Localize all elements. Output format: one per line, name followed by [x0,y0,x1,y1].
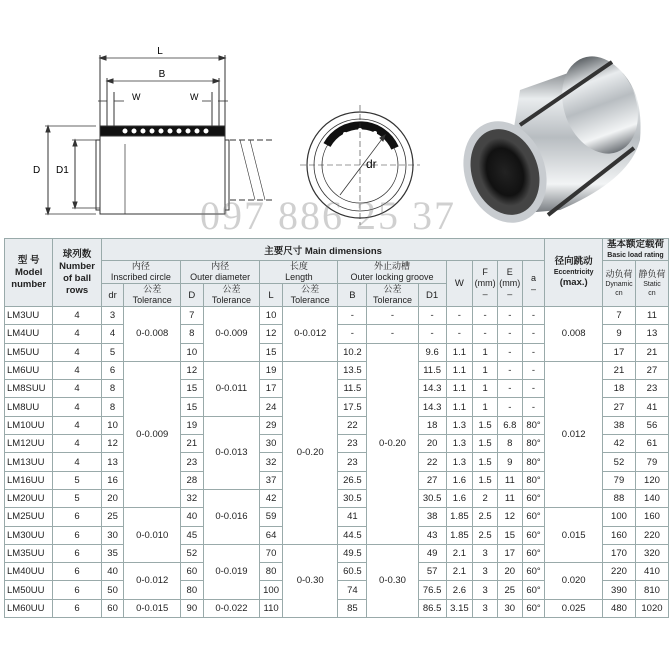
th-a: a – [522,261,545,307]
cell-B: 17.5 [338,398,367,416]
cell-B: 41 [338,508,367,526]
cell-D1: 86.5 [418,599,446,617]
cell-static-load: 13 [635,325,668,343]
cell-B: 74 [338,581,367,599]
label-L: L [157,46,163,57]
cell-dynamic-load: 27 [603,398,636,416]
cell-E: 11 [497,471,522,489]
cell-F: 3 [473,599,498,617]
cell-L: 42 [260,489,283,507]
cell-balls: 6 [53,599,101,617]
cell-model: LM40UU [5,563,53,581]
cell-W: 3.15 [446,599,473,617]
cell-model: LM8UU [5,398,53,416]
cell-a: - [522,325,545,343]
cell-balls: 4 [53,453,101,471]
cell-D1: - [418,307,446,325]
cell-model: LM16UU [5,471,53,489]
cell-dr-tolerance: 0-0.010 [124,508,181,563]
cell-eccentricity: 0.015 [545,508,603,563]
cell-L: 10 [260,307,283,325]
cell-L: 64 [260,526,283,544]
cell-B: 11.5 [338,380,367,398]
cell-dynamic-load: 38 [603,416,636,434]
cell-static-load: 120 [635,471,668,489]
cell-model: LM30UU [5,526,53,544]
cell-L: 15 [260,343,283,361]
cell-balls: 6 [53,526,101,544]
cell-F: 1 [473,361,498,379]
cell-balls: 4 [53,361,101,379]
cell-D: 40 [181,508,204,526]
cell-F: 1.5 [473,471,498,489]
cell-eccentricity: 0.008 [545,307,603,362]
th-D-tol: 公差 Tolerance [203,284,260,307]
cell-dr: 25 [101,508,124,526]
cell-D: 15 [181,398,204,416]
label-B: B [158,69,166,80]
cell-dr: 8 [101,380,124,398]
th-outer: 内径 Outer diameter [181,261,260,284]
cell-D: 80 [181,581,204,599]
cell-model: LM5UU [5,343,53,361]
cell-D: 45 [181,526,204,544]
cell-L: 24 [260,398,283,416]
cell-B: 85 [338,599,367,617]
cell-B: 60.5 [338,563,367,581]
cell-E: - [497,398,522,416]
cell-balls: 6 [53,581,101,599]
cell-a: 60° [522,599,545,617]
cell-L: 29 [260,416,283,434]
cell-dynamic-load: 18 [603,380,636,398]
cell-D1: 14.3 [418,398,446,416]
cell-W: 2.6 [446,581,473,599]
th-dr-tol: 公差 Tolerance [124,284,181,307]
cell-dr: 13 [101,453,124,471]
cell-B: - [338,325,367,343]
cell-W: 1.3 [446,453,473,471]
cell-L: 19 [260,361,283,379]
cell-dr-tolerance: 0-0.008 [124,307,181,362]
cell-static-load: 320 [635,544,668,562]
cell-E: 8 [497,435,522,453]
cell-dynamic-load: 52 [603,453,636,471]
cell-balls: 4 [53,398,101,416]
th-inner: 内径 Inscribed circle [101,261,180,284]
cell-static-load: 79 [635,453,668,471]
cell-dr: 40 [101,563,124,581]
cell-dynamic-load: 79 [603,471,636,489]
cell-dynamic-load: 21 [603,361,636,379]
cell-D: 23 [181,453,204,471]
cell-a: 60° [522,508,545,526]
cell-L: 30 [260,435,283,453]
cell-a: - [522,398,545,416]
cell-B: 44.5 [338,526,367,544]
cell-B: 49.5 [338,544,367,562]
cell-F: 2.5 [473,508,498,526]
cell-D1: 18 [418,416,446,434]
cell-dynamic-load: 160 [603,526,636,544]
cell-B: 23 [338,453,367,471]
cell-dr: 3 [101,307,124,325]
cell-dr: 50 [101,581,124,599]
cell-D: 19 [181,416,204,434]
cell-dr: 20 [101,489,124,507]
table-header [5,239,669,307]
cell-balls: 4 [53,435,101,453]
table-body [5,307,669,618]
cell-a: 60° [522,563,545,581]
cell-dynamic-load: 42 [603,435,636,453]
th-f: F (mm) – [473,261,498,307]
cell-eccentricity: 0.012 [545,361,603,507]
label-D1: D1 [56,165,69,176]
cell-D: 10 [181,343,204,361]
cell-W: 1.1 [446,343,473,361]
cell-model: LM60UU [5,599,53,617]
cell-E: 11 [497,489,522,507]
cell-E: - [497,343,522,361]
cell-E: 6.8 [497,416,522,434]
cell-static-load: 810 [635,581,668,599]
cell-W: 1.1 [446,361,473,379]
cell-eccentricity: 0.025 [545,599,603,617]
cell-static-load: 11 [635,307,668,325]
cell-L: 59 [260,508,283,526]
cell-D: 7 [181,307,204,325]
th-D: D [181,284,204,307]
th-main-dimensions: 主要尺寸 Main dimensions [101,239,545,261]
cell-a: 60° [522,489,545,507]
cell-E: - [497,307,522,325]
cell-static-load: 220 [635,526,668,544]
cell-D-tolerance: 0-0.011 [203,361,260,416]
cell-model: LM13UU [5,453,53,471]
th-dynamic: 动负荷 Dynamic cn [603,261,636,307]
label-W-right: W [190,92,199,102]
cell-a: - [522,307,545,325]
th-groove: 外止动槽 Outer locking groove [338,261,446,284]
cell-a: 80° [522,416,545,434]
cell-F: 2 [473,489,498,507]
th-L: L [260,284,283,307]
cell-dynamic-load: 9 [603,325,636,343]
cell-D: 12 [181,361,204,379]
cell-L: 32 [260,453,283,471]
cell-E: 12 [497,508,522,526]
cell-static-load: 41 [635,398,668,416]
cell-static-load: 1020 [635,599,668,617]
cell-W: - [446,325,473,343]
cell-L-tolerance: 0-0.20 [282,361,338,544]
cell-dynamic-load: 17 [603,343,636,361]
cell-dynamic-load: 7 [603,307,636,325]
cell-balls: 4 [53,325,101,343]
cell-dr: 16 [101,471,124,489]
cell-D1: 11.5 [418,361,446,379]
cell-B: - [338,307,367,325]
label-dr: dr [366,157,377,171]
cell-W: - [446,307,473,325]
cell-F: - [473,307,498,325]
cell-a: - [522,343,545,361]
table-row [5,361,669,379]
cell-dr: 5 [101,343,124,361]
cell-B: 13.5 [338,361,367,379]
cell-dynamic-load: 220 [603,563,636,581]
cell-B-tolerance: 0-0.30 [367,544,418,617]
cell-W: 1.1 [446,398,473,416]
cell-E: 30 [497,599,522,617]
cell-static-load: 160 [635,508,668,526]
cell-D1: 20 [418,435,446,453]
cell-W: 1.6 [446,471,473,489]
th-D1: D1 [418,284,446,307]
th-static: 静负荷 Static cn [635,261,668,307]
cell-static-load: 140 [635,489,668,507]
cell-dr: 30 [101,526,124,544]
cell-D1: 9.6 [418,343,446,361]
cell-F: 1.5 [473,435,498,453]
cell-L-tolerance: 0-0.012 [282,307,338,362]
cell-E: 17 [497,544,522,562]
label-W-left: W [132,92,141,102]
cell-balls: 6 [53,508,101,526]
cell-a: 60° [522,581,545,599]
cell-F: 3 [473,581,498,599]
cell-a: - [522,361,545,379]
th-L-tol: 公差 Tolerance [282,284,338,307]
th-length: 长度 Length [260,261,338,284]
cell-model: LM8SUU [5,380,53,398]
cell-a: 60° [522,526,545,544]
cell-dr-tolerance: 0-0.012 [124,563,181,600]
th-B: B [338,284,367,307]
cell-E: 15 [497,526,522,544]
cell-D1: 57 [418,563,446,581]
spec-table [4,238,669,618]
cell-B-tolerance: 0-0.20 [367,343,418,544]
cell-eccentricity: 0.020 [545,563,603,600]
cell-B: 22 [338,416,367,434]
cell-D-tolerance: 0-0.019 [203,544,260,599]
cell-W: 1.85 [446,508,473,526]
cell-D1: 49 [418,544,446,562]
th-load: 基本额定载荷 Basic load rating [603,239,669,261]
cell-D: 8 [181,325,204,343]
cell-F: 2.5 [473,526,498,544]
cell-D-tolerance: 0-0.009 [203,307,260,362]
cell-B-tolerance: - [367,325,418,343]
cell-static-load: 27 [635,361,668,379]
cell-L-tolerance: 0-0.30 [282,544,338,617]
cell-E: 9 [497,453,522,471]
cell-model: LM25UU [5,508,53,526]
cell-F: 1 [473,343,498,361]
cell-D1: 27 [418,471,446,489]
cell-W: 1.6 [446,489,473,507]
cell-F: 1.5 [473,416,498,434]
cell-dynamic-load: 390 [603,581,636,599]
cell-static-load: 410 [635,563,668,581]
cell-balls: 6 [53,544,101,562]
cell-W: 1.3 [446,416,473,434]
cell-dr: 12 [101,435,124,453]
cell-B: 23 [338,435,367,453]
cell-W: 1.3 [446,435,473,453]
table-row [5,307,669,325]
cell-W: 2.1 [446,563,473,581]
cell-D: 21 [181,435,204,453]
cell-W: 2.1 [446,544,473,562]
cell-balls: 5 [53,471,101,489]
cell-D1: - [418,325,446,343]
cell-dr-tolerance: 0-0.009 [124,361,181,507]
cell-model: LM20UU [5,489,53,507]
cell-D1: 22 [418,453,446,471]
th-B-tol: 公差 Tolerance [367,284,418,307]
cell-W: 1.85 [446,526,473,544]
cell-L: 37 [260,471,283,489]
cell-F: 1 [473,398,498,416]
cell-D: 52 [181,544,204,562]
cell-static-load: 23 [635,380,668,398]
cell-a: 80° [522,453,545,471]
cell-model: LM10UU [5,416,53,434]
cell-D: 90 [181,599,204,617]
cell-model: LM3UU [5,307,53,325]
cell-B: 26.5 [338,471,367,489]
cell-a: - [522,380,545,398]
cell-dr: 10 [101,416,124,434]
cell-balls: 4 [53,416,101,434]
cell-D1: 43 [418,526,446,544]
cell-L: 100 [260,581,283,599]
cell-L: 110 [260,599,283,617]
cell-D: 60 [181,563,204,581]
cell-B-tolerance: - [367,307,418,325]
cell-a: 80° [522,471,545,489]
cell-D1: 30.5 [418,489,446,507]
cell-B: 10.2 [338,343,367,361]
th-w: W [446,261,473,307]
th-dr: dr [101,284,124,307]
cell-F: 1 [473,380,498,398]
cell-dr: 35 [101,544,124,562]
cell-E: - [497,325,522,343]
cell-dr: 8 [101,398,124,416]
th-eccentricity: 径向跳动 Eccentricity (max.) [545,239,603,307]
cell-F: 3 [473,544,498,562]
cell-a: 60° [522,544,545,562]
cell-D-tolerance: 0-0.016 [203,489,260,544]
cell-dynamic-load: 88 [603,489,636,507]
cell-dr: 6 [101,361,124,379]
cell-L: 70 [260,544,283,562]
cell-balls: 4 [53,307,101,325]
cell-dynamic-load: 100 [603,508,636,526]
cell-L: 80 [260,563,283,581]
cell-dr: 4 [101,325,124,343]
cell-D: 32 [181,489,204,507]
cell-a: 80° [522,435,545,453]
cell-balls: 4 [53,343,101,361]
cell-E: 20 [497,563,522,581]
cell-E: - [497,380,522,398]
cell-dynamic-load: 170 [603,544,636,562]
watermark-phone: 097 886 25 37 [200,193,456,238]
bearing-photo [450,46,651,235]
cell-F: 1.5 [473,453,498,471]
cell-D-tolerance: 0-0.022 [203,599,260,617]
th-e: E (mm) – [497,261,522,307]
cell-D1: 38 [418,508,446,526]
cell-D1: 76.5 [418,581,446,599]
cell-balls: 5 [53,489,101,507]
cell-dynamic-load: 480 [603,599,636,617]
cell-model: LM50UU [5,581,53,599]
cell-F: 3 [473,563,498,581]
cell-E: - [497,361,522,379]
cell-D: 15 [181,380,204,398]
cell-D-tolerance: 0-0.013 [203,416,260,489]
cell-balls: 6 [53,563,101,581]
cell-L: 12 [260,325,283,343]
cell-balls: 4 [53,380,101,398]
label-D: D [33,165,41,176]
cell-dr-tolerance: 0-0.015 [124,599,181,617]
cell-model: LM6UU [5,361,53,379]
cell-E: 25 [497,581,522,599]
cell-static-load: 21 [635,343,668,361]
cell-W: 1.1 [446,380,473,398]
th-balls: 球列数 Number of ball rows [53,239,101,307]
cell-static-load: 56 [635,416,668,434]
cell-dr: 60 [101,599,124,617]
cell-static-load: 61 [635,435,668,453]
cell-D1: 14.3 [418,380,446,398]
cell-B: 30.5 [338,489,367,507]
th-model: 型 号 Model number [5,239,53,307]
cell-F: - [473,325,498,343]
cell-model: LM12UU [5,435,53,453]
cell-model: LM35UU [5,544,53,562]
cell-L: 17 [260,380,283,398]
cell-D: 28 [181,471,204,489]
cell-model: LM4UU [5,325,53,343]
